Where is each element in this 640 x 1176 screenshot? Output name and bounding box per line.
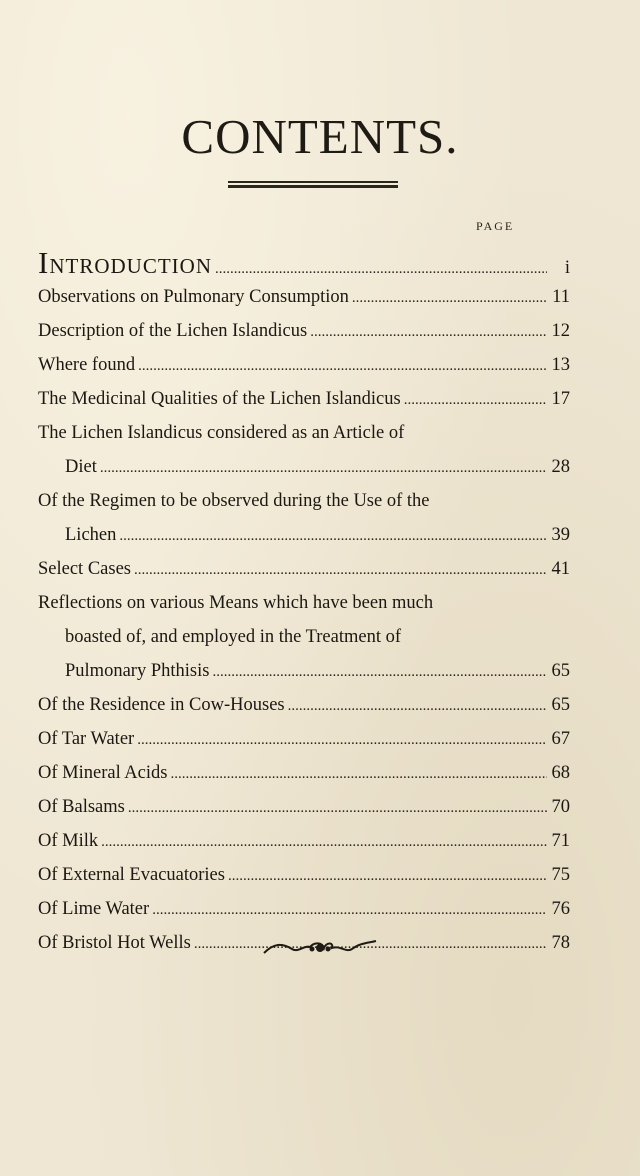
toc-page-number: 70 (551, 797, 570, 817)
title-double-rule (228, 181, 398, 183)
toc-entry-title: Of Balsams (38, 797, 125, 817)
toc-entry (38, 756, 570, 790)
toc-page-number: 12 (551, 321, 570, 341)
toc-entry-line (38, 586, 570, 620)
toc-entry (38, 280, 570, 314)
toc-entry (38, 688, 570, 722)
dot-leader (138, 349, 547, 383)
toc-page-number: 75 (551, 865, 570, 885)
toc-entry (38, 348, 570, 382)
toc-entry-line (38, 858, 570, 892)
toc-page-number: 65 (551, 695, 570, 715)
toc-entry-line (38, 518, 570, 552)
toc-entry-line (38, 824, 570, 858)
toc-entry-title: Lichen (65, 525, 117, 545)
toc-entry-line (38, 688, 570, 722)
toc-entry-line (38, 620, 570, 654)
toc-entry-title: Of Mineral Acids (38, 763, 168, 783)
toc-entry (38, 484, 570, 552)
toc-entry-line (38, 756, 570, 790)
toc-entry-line (38, 552, 570, 586)
dot-leader (134, 553, 547, 587)
toc-entry (38, 314, 570, 348)
toc-entry-title: Of External Evacuatories (38, 865, 225, 885)
dot-leader (119, 519, 547, 553)
toc-entry (38, 824, 570, 858)
toc-entry-title: Reflections on various Means which have been much (38, 593, 434, 613)
toc-entry-title: The Medicinal Qualities of the Lichen Islandicus (38, 389, 401, 409)
toc-entry-line (38, 722, 570, 756)
toc-entry-title: Of Lime Water (38, 899, 150, 919)
toc-entry (38, 858, 570, 892)
dot-leader (100, 451, 547, 485)
toc-entry (38, 246, 570, 280)
toc-page-number: 71 (551, 831, 570, 851)
dot-leader (128, 791, 547, 825)
toc-page-number: i (564, 258, 570, 278)
dot-leader (101, 825, 547, 859)
dot-leader (288, 689, 547, 723)
toc-entry (38, 892, 570, 926)
toc-page-number: 11 (552, 287, 570, 307)
toc-entry-line (38, 280, 570, 314)
toc-entry-line (38, 314, 570, 348)
toc-entry-title: Description of the Lichen Islandicus (38, 321, 308, 341)
toc-entry-title: Of the Residence in Cow-Houses (38, 695, 285, 715)
toc-entry-line (38, 892, 570, 926)
toc-entry-title: Observations on Pulmonary Consumption (38, 287, 349, 307)
page-column-label: PAGE (476, 219, 515, 233)
toc-entry-line (38, 246, 570, 280)
toc-entry-line (38, 654, 570, 688)
toc-entry-title: INTRODUCTION (38, 245, 212, 280)
toc-entry-title: Where found (38, 355, 136, 375)
toc-entry-line (38, 416, 570, 450)
toc-entry-line (38, 790, 570, 824)
toc-entry-line (38, 450, 570, 484)
toc-entry-title: Of Bristol Hot Wells (38, 933, 191, 953)
toc-entry-line (38, 484, 570, 518)
dot-leader (137, 723, 547, 757)
toc-entry-title: Select Cases (38, 559, 131, 579)
toc-page-number: 39 (551, 525, 570, 545)
dot-leader (212, 655, 547, 689)
toc-entry-title: boasted of, and employed in the Treatment of (65, 627, 402, 647)
toc-page-number: 13 (551, 355, 570, 375)
toc-page-number: 28 (551, 457, 570, 477)
toc-page-number: 78 (551, 933, 570, 953)
table-of-contents (38, 246, 570, 960)
page-title: CONTENTS. (181, 109, 459, 164)
toc-entry-title: The Lichen Islandicus considered as an Article of (38, 423, 405, 443)
toc-entry-line (38, 382, 570, 416)
toc-entry (38, 790, 570, 824)
toc-page-number: 68 (551, 763, 570, 783)
toc-page-number: 41 (551, 559, 570, 579)
toc-entry (38, 552, 570, 586)
toc-page-number: 76 (551, 899, 570, 919)
dot-leader (228, 859, 547, 893)
toc-entry (38, 586, 570, 688)
toc-entry-title: Pulmonary Phthisis (65, 661, 210, 681)
toc-entry-line (38, 348, 570, 382)
toc-entry-title: Of Tar Water (38, 729, 135, 749)
toc-entry-title: Of the Regimen to be observed during the Use of the (38, 491, 430, 511)
toc-entry (38, 382, 570, 416)
toc-entry (38, 722, 570, 756)
dot-leader (404, 383, 547, 417)
toc-page-number: 17 (551, 389, 570, 409)
dot-leader (152, 893, 547, 927)
dot-leader (352, 281, 547, 315)
toc-entry-title: Of Milk (38, 831, 99, 851)
printer-ornament-icon (262, 939, 378, 957)
toc-page-number: 67 (551, 729, 570, 749)
dot-leader (310, 315, 547, 349)
toc-page-number: 65 (551, 661, 570, 681)
toc-entry (38, 416, 570, 484)
toc-entry-title: Diet (65, 457, 97, 477)
dot-leader (170, 757, 547, 791)
